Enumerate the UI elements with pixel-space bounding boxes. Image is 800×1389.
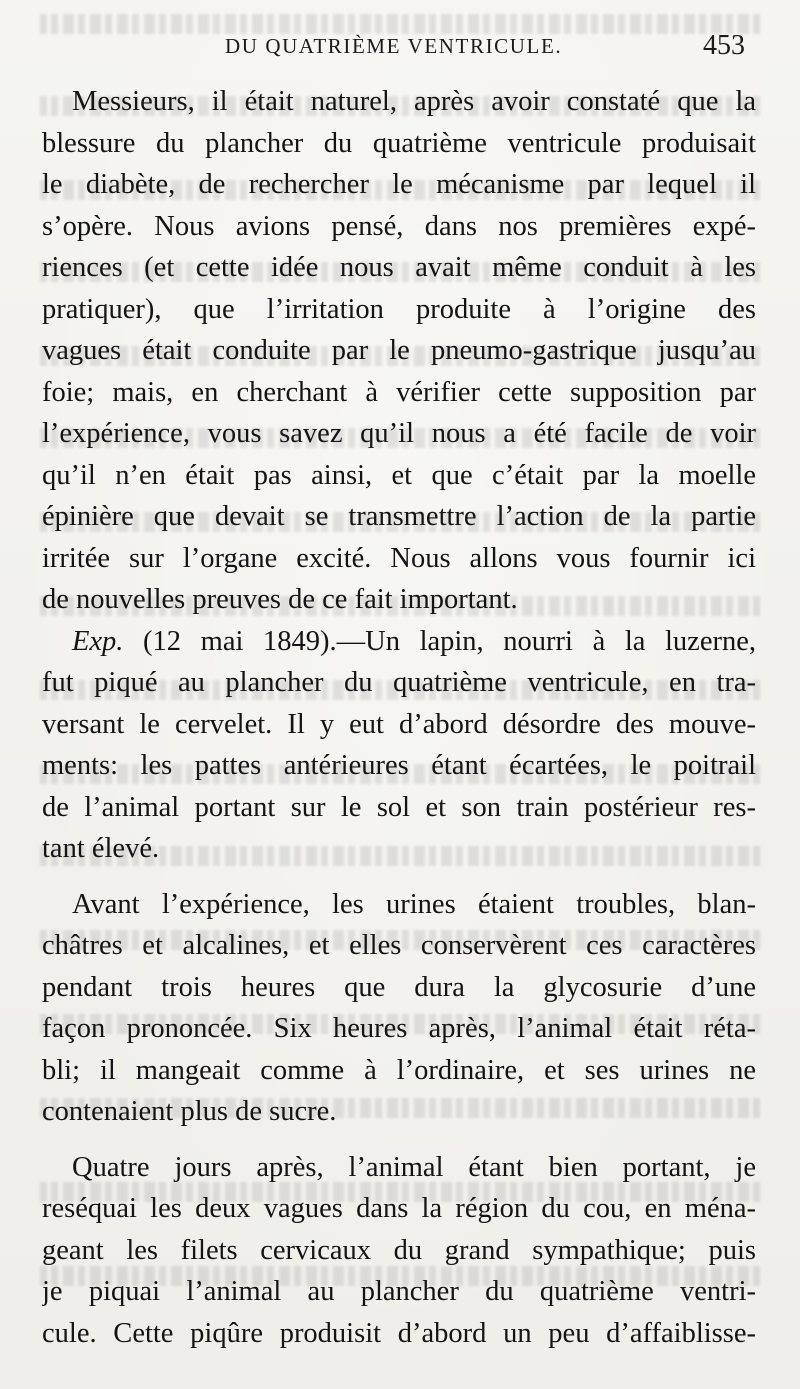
text-line: le diabète, de rechercher le mécanisme par lequel il [42,169,756,200]
text-line: fut piqué au plancher du quatrième ventricule, en tra- [42,667,756,698]
text-line: épinière que devait se transmettre l’action de la partie [42,501,756,532]
text-line: pratiquer), que l’irritation produite à l’origine des [42,293,756,325]
text-line: irritée sur l’organe excité. Nous allons vous fournir ici [42,542,756,574]
body-text [42,81,756,1354]
text-line: reséquai les deux vagues dans la région du cou, en ména- [42,1193,756,1224]
text-line: Messieurs, il était naturel, après avoir constaté que la [72,86,756,117]
text-line: contenaient plus de sucre. [42,1096,337,1127]
text-line: Quatre jours après, l’animal étant bien portant, je [72,1151,756,1183]
paragraph-4 [42,1147,756,1355]
paragraph-2 [42,621,756,870]
paragraph-spacing [42,1133,756,1147]
experiment-label: Exp. [72,625,124,657]
paragraph-3 [42,884,756,1133]
paragraph-spacing [42,870,756,884]
text-line: ments: les pattes antérieures étant écartées, le poitrail [42,750,756,781]
text-line: l’expérience, vous savez qu’il nous a été facile de voir [42,418,756,449]
text-line: je piquai l’animal au plancher du quatrième ventri- [42,1276,756,1307]
text-line: cule. Cette piqûre produisit d’abord un peu d’affaiblisse- [42,1317,756,1349]
text-line: foie; mais, en cherchant à vérifier cette supposition par [42,376,756,408]
running-title: DU QUATRIÈME VENTRICULE. [225,34,563,58]
text-line: de l’animal portant sur le sol et son train postérieur res- [42,791,756,823]
paragraph-1 [42,81,756,621]
text-line: châtres et alcalines, et elles conservèrent ces caractères [42,930,756,961]
text-line: pendant trois heures que dura la glycosurie d’une [42,971,756,1003]
text-line: de nouvelles preuves de ce fait important. [42,584,518,615]
text-line: façon prononcée. Six heures après, l’animal était réta- [42,1013,756,1044]
text-line: geant les filets cervicaux du grand sympathique; puis [42,1234,756,1266]
text-line: versant le cervelet. Il y eut d’abord désordre des mouve- [42,708,756,740]
text-line [42,621,756,663]
text-line: tant élevé. [42,833,160,864]
text-line: blessure du plancher du quatrième ventricule produisait [42,127,756,159]
text-line: qu’il n’en était pas ainsi, et que c’était par la moelle [42,459,756,491]
text-line: riences (et cette idée nous avait même conduit à les [42,252,756,283]
text-line: Avant l’expérience, les urines étaient troubles, blan- [72,888,756,920]
page-number: 453 [703,30,745,61]
text-line: bli; il mangeait comme à l’ordinaire, et ses urines ne [42,1054,756,1086]
text-line: vagues était conduite par le pneumo-gastrique jusqu’au [42,335,756,366]
experiment-date-text: (12 mai 1849).—Un lapin, nourri à la luzerne, [123,625,756,657]
text-line: s’opère. Nous avions pensé, dans nos premières expé- [42,210,756,242]
